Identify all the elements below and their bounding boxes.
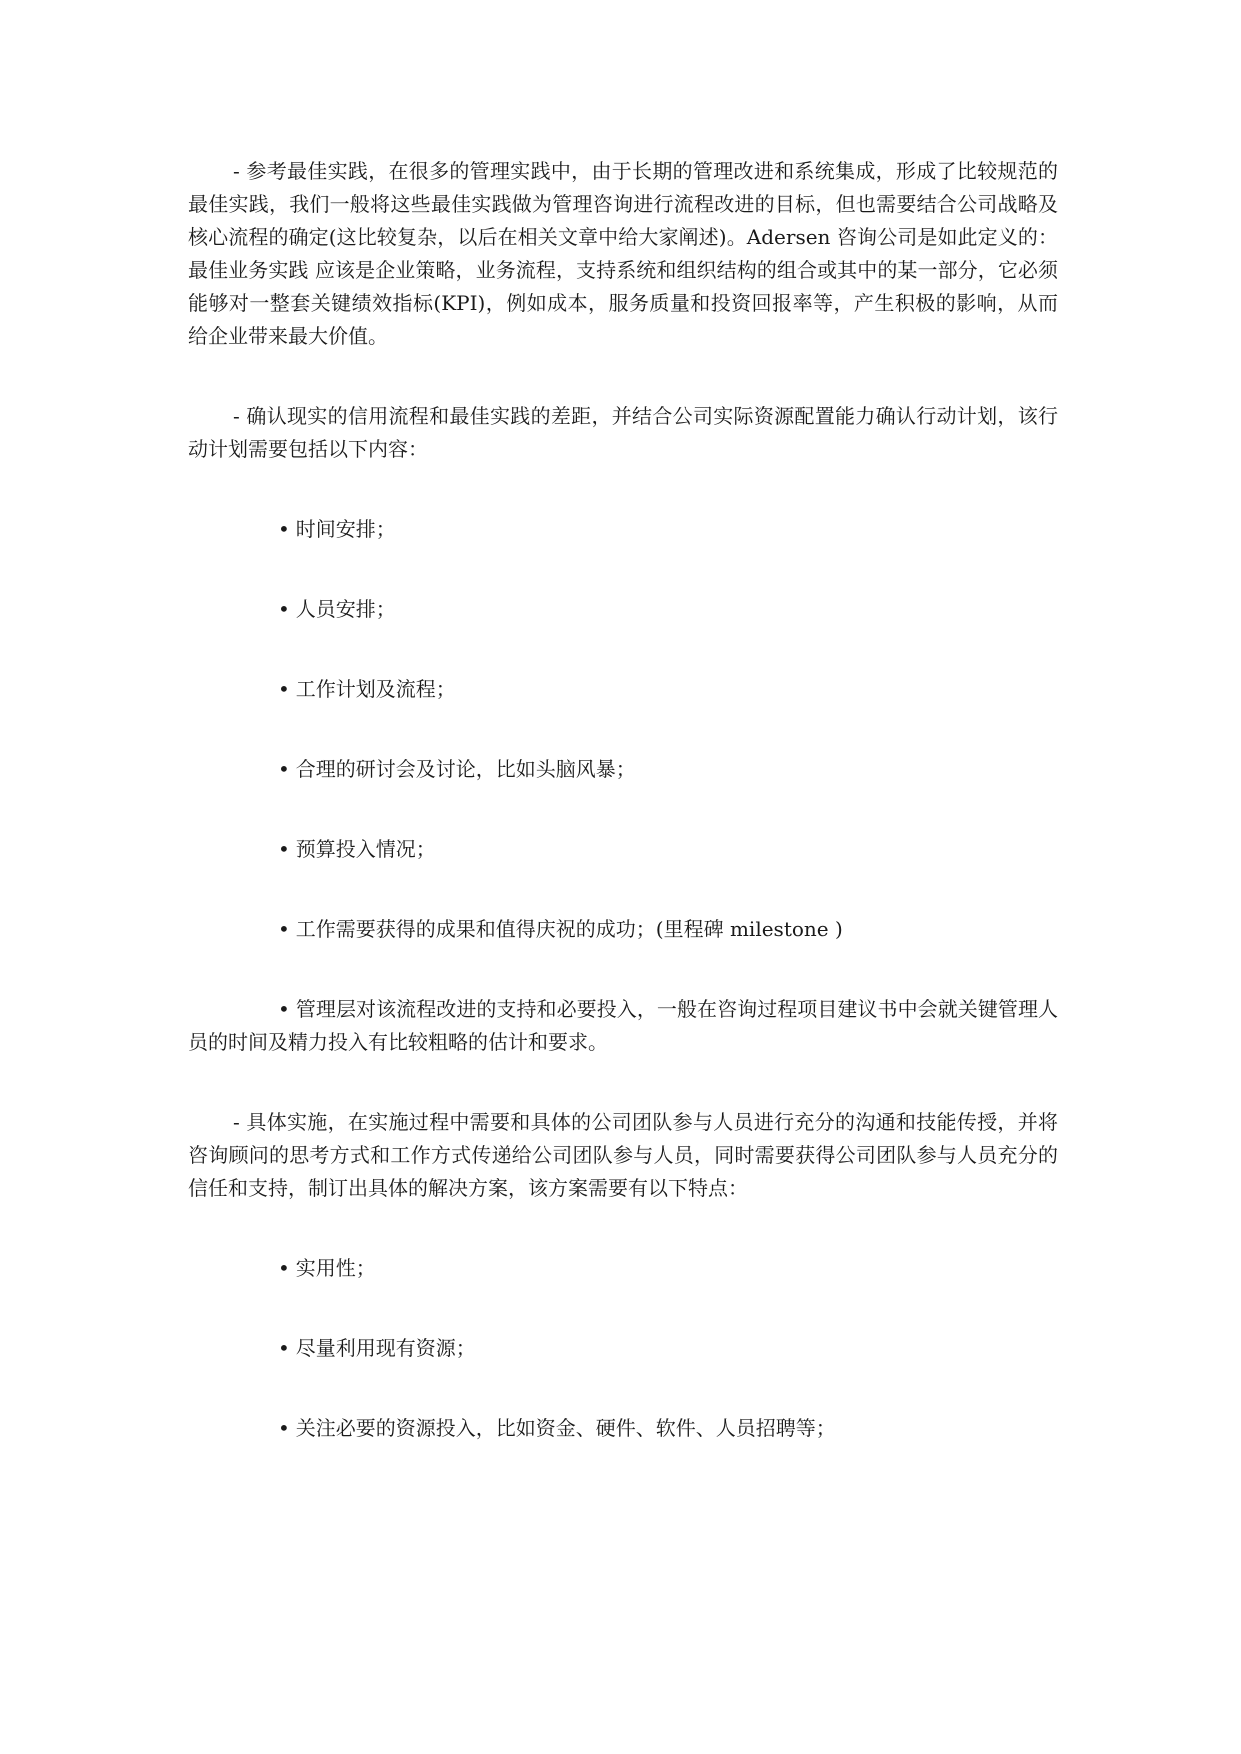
list-item <box>188 1412 1058 1445</box>
bullet-icon: • <box>278 1336 290 1360</box>
list-item <box>188 593 1058 626</box>
list-item-text: 实用性； <box>295 1256 376 1280</box>
list-item-text: 尽量利用现有资源； <box>295 1336 476 1360</box>
bullet-icon: • <box>278 997 290 1021</box>
list-item <box>188 833 1058 866</box>
list-item-text: 关注必要的资源投入，比如资金、硬件、软件、人员招聘等； <box>295 1416 836 1440</box>
bullet-icon: • <box>278 917 290 941</box>
list-item-text: 人员安排； <box>295 597 396 621</box>
list-item <box>188 673 1058 706</box>
bullet-icon: • <box>278 677 290 701</box>
bullet-icon: • <box>278 757 290 781</box>
document-body <box>188 155 1058 1492</box>
list-item <box>188 1252 1058 1285</box>
bullet-icon: • <box>278 1256 290 1280</box>
list-item-text: 工作计划及流程； <box>295 677 456 701</box>
bullet-icon: • <box>278 517 290 541</box>
list-item-text: 时间安排； <box>295 517 396 541</box>
list-item <box>188 1332 1058 1365</box>
bullet-icon: • <box>278 597 290 621</box>
list-item-text: 管理层对该流程改进的支持和必要投入，一般在咨询过程项目建议书中会就关键管理人员的时间及精力投入有比较粗略的估计和要求。 <box>188 997 1058 1054</box>
paragraph-gap-analysis: - 确认现实的信用流程和最佳实践的差距，并结合公司实际资源配置能力确认行动计划，该行动计划需要包括以下内容： <box>188 404 1058 461</box>
list-item-text: 工作需要获得的成果和值得庆祝的成功；(里程碑 milestone ) <box>295 917 843 941</box>
list-item <box>188 513 1058 546</box>
list-item-text: 合理的研讨会及讨论，比如头脑风暴； <box>295 757 636 781</box>
list-item <box>188 913 1058 946</box>
paragraph-best-practice: - 参考最佳实践，在很多的管理实践中，由于长期的管理改进和系统集成，形成了比较规范的最佳实践，我们一般将这些最佳实践做为管理咨询进行流程改进的目标，但也需要结合公司战略及核心流程的确定(这比较复杂，以后在相关文章中给大家阐述)。Adersen 咨询公司是如此定义的：最佳业务实践 应该是企业策略，业务流程，支持系统和组织结构的组合或其中的某一部分，它必须能够对一整套关键绩效指标(KPI)，例如成本，服务质量和投资回报率等，产生积极的影响，从而给企业带来最大价值。 <box>188 159 1058 348</box>
paragraph-implementation: - 具体实施，在实施过程中需要和具体的公司团队参与人员进行充分的沟通和技能传授，并将咨询顾问的思考方式和工作方式传递给公司团队参与人员，同时需要获得公司团队参与人员充分的信任和支持，制订出具体的解决方案，该方案需要有以下特点： <box>188 1110 1058 1200</box>
list-item <box>188 753 1058 786</box>
bullet-icon: • <box>278 1416 290 1440</box>
list-item-text: 预算投入情况； <box>295 837 436 861</box>
list-item <box>188 993 1058 1059</box>
bullet-icon: • <box>278 837 290 861</box>
